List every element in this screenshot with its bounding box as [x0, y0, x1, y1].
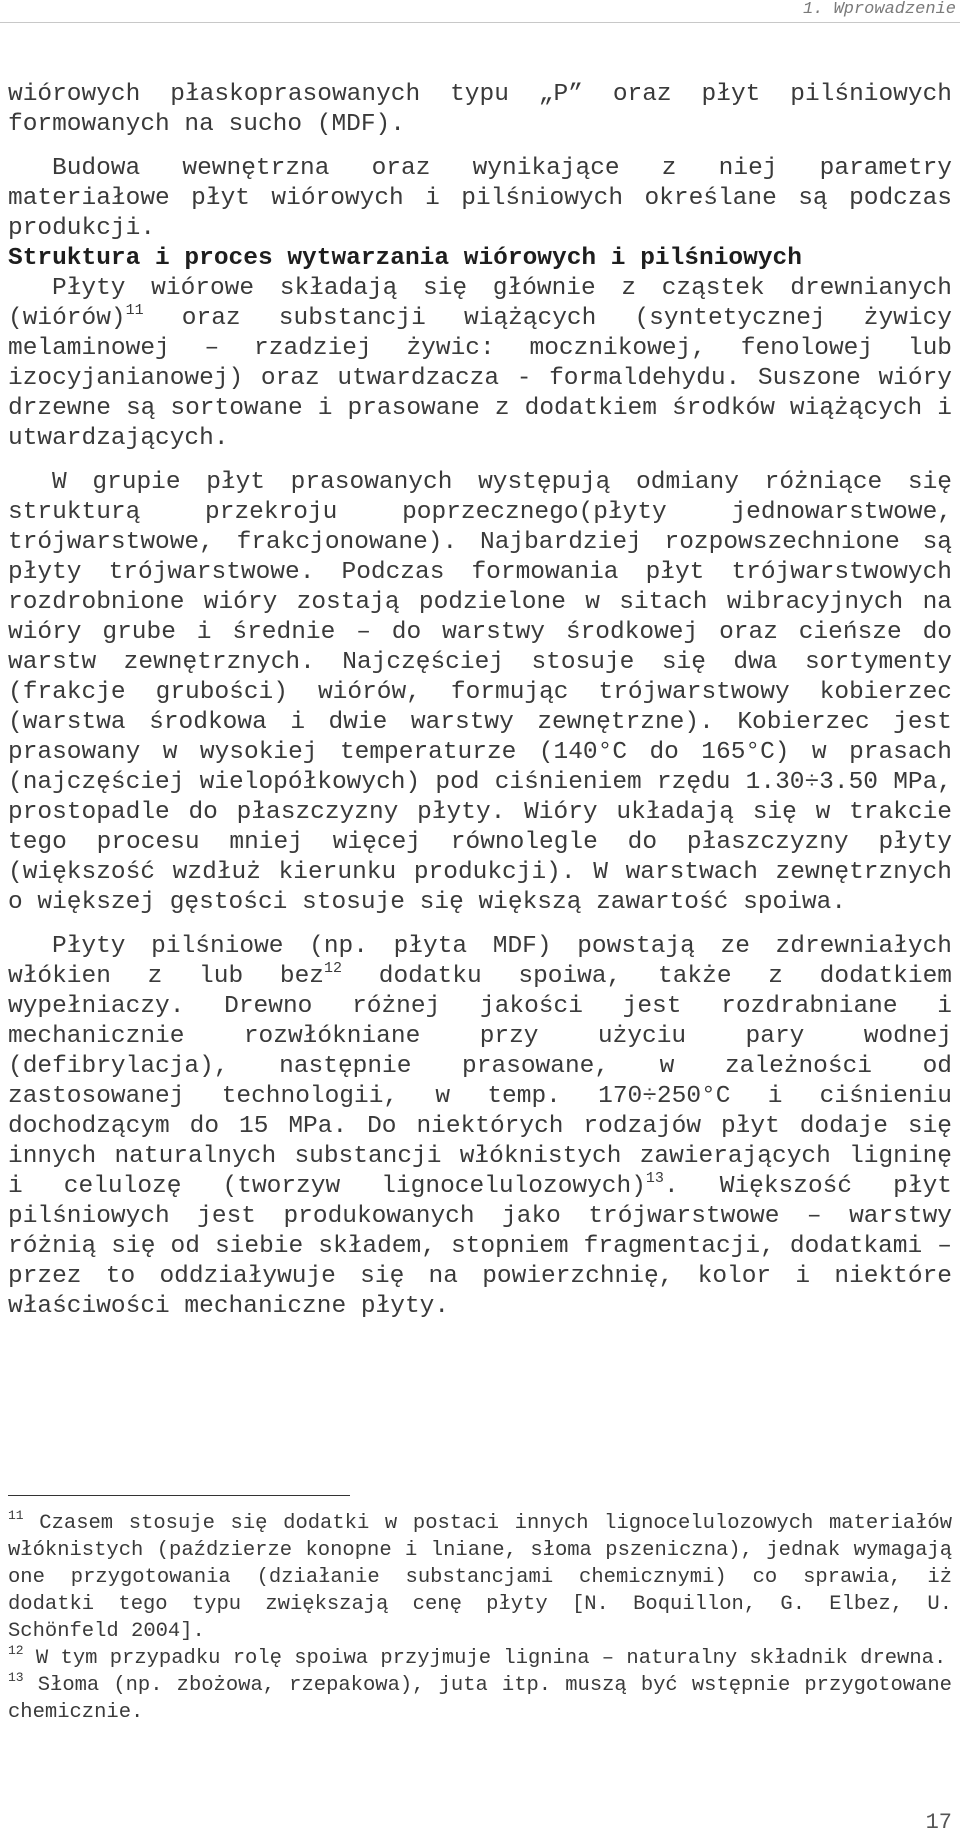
footnotes — [8, 1510, 952, 1726]
footnote-ref-13[interactable]: 13 — [645, 1170, 664, 1187]
footnote-number: 13 — [8, 1670, 24, 1685]
paragraph-intro: wiórowych płaskoprasowanych typu „P” oraz płyt pilśniowych formowanych na sucho (MDF). — [8, 81, 952, 138]
paragraph-plyty-prasowane: W grupie płyt prasowanych występują odmiany różniące się strukturą przekroju poprzecznego(płyty jednowarstwowe, trójwarstwowe, frakcjonowane). Najbardziej rozpowszechnione są płyty trójwarstwowe. Podczas formowania płyt trójwarstwowych rozdrobnione wióry zostają podzielone w sitach wibracyjnych na wióry grube i średnie – do warstwy środkowej oraz cieńsze do warstw zewnętrznych. Najczęściej stosuje się dwa sortymenty (frakcje grubości) wiórów, formując trójwarstwowy kobierzec (warstwa środkowa i dwie warstwy zewnętrzne). Kobierzec jest prasowany w wysokiej temperaturze (140°C do 165°C) w prasach (najczęściej wielopółkowych) pod ciśnieniem rzędu 1.30÷3.50 MPa, prostopadle do płaszczyzny płyty. Wióry układają się w trakcie tego procesu mniej więcej równolegle do płaszczyzny płyty (większość wzdłuż kierunku produkcji). W warstwach zewnętrznych o większej gęstości stosuje się większą zawartość spoiwa. — [8, 469, 952, 916]
paragraph-text: . Większość płyt pilśniowych jest produkowanych jako trójwarstwowe – warstwy różnią się od siebie składem, stopniem fragmentacji, dodatkami – przez to oddziaływuje się na powierzchnię, kolor i niektóre właściwości mechaniczne płyty. — [8, 1173, 952, 1320]
footnote-text: Słoma (np. zbożowa, rzepakowa), juta itp. muszą być wstępnie przygotowane chemicznie. — [8, 1674, 952, 1724]
paragraph-text: dodatku spoiwa, także z dodatkiem wypełniaczy. Drewno różnej jakości jest rozdrabniane i mechanicznie rozwłókniane przy użyciu pary wodnej (defibrylacja), następnie prasowane, w zależności od zastosowanej technologii, w temp. 170÷250°C i ciśnieniu dochodzącym do 15 MPa. Do niektórych rodzajów płyt dodaje się innych naturalnych substancji włóknistych zawierających ligninę i celulozę (tworzyw lignocelulozowych) — [8, 963, 952, 1200]
footnote-12 — [8, 1645, 952, 1672]
paragraph-plyty-pilsniowe — [8, 932, 952, 1322]
footnote-11 — [8, 1510, 952, 1645]
running-header — [0, 0, 960, 23]
footnote-number: 11 — [8, 1508, 24, 1523]
page-number: 17 — [925, 1810, 952, 1835]
paragraph-budowa: Budowa wewnętrzna oraz wynikające z niej parametry materiałowe płyt wiórowych i pilśniowych określane są podczas produkcji. — [8, 155, 952, 242]
paragraph-text: oraz substancji wiążących (syntetycznej żywicy melaminowej – rzadziej żywic: mocznikowej, fenolowej lub izocyjanianowej) oraz utwardzacza - formaldehydu. Suszone wióry drzewne są sortowane i prasowane z dodatkiem środków wiążących i utwardzających. — [8, 305, 952, 452]
running-title: 1. Wprowadzenie — [802, 0, 956, 19]
footnote-separator — [8, 1495, 350, 1496]
footnote-ref-12[interactable]: 12 — [324, 960, 343, 977]
paragraph-text: Płyty pilśniowe (np. płyta MDF) powstają ze zdrewniałych włókien z lub bez — [8, 933, 952, 990]
footnote-text: W tym przypadku rolę spoiwa przyjmuje lignina – naturalny składnik drewna. — [23, 1647, 947, 1670]
paragraph-text: Płyty wiórowe składają się głównie z cząstek drewnianych (wiórów) — [8, 275, 952, 332]
footnote-number: 12 — [8, 1643, 24, 1658]
footnote-13 — [8, 1672, 952, 1726]
section-title: Struktura i proces wytwarzania wiórowych i pilśniowych — [8, 245, 802, 272]
main-text — [8, 80, 952, 1322]
paragraph-plyty-wiorowe — [8, 274, 952, 454]
footnote-ref-11[interactable]: 11 — [125, 302, 144, 319]
footnote-text: Czasem stosuje się dodatki w postaci innych lignocelulozowych materiałów włóknistych (paździerze konopne i lniane, słoma pszeniczna), jednak wymagają one przygotowania (działanie substancjami chemicznymi) co sprawia, iż dodatki tego typu zwiększają cenę płyty [N. Boquillon, G. Elbez, U. Schönfeld 2004]. — [8, 1512, 952, 1643]
